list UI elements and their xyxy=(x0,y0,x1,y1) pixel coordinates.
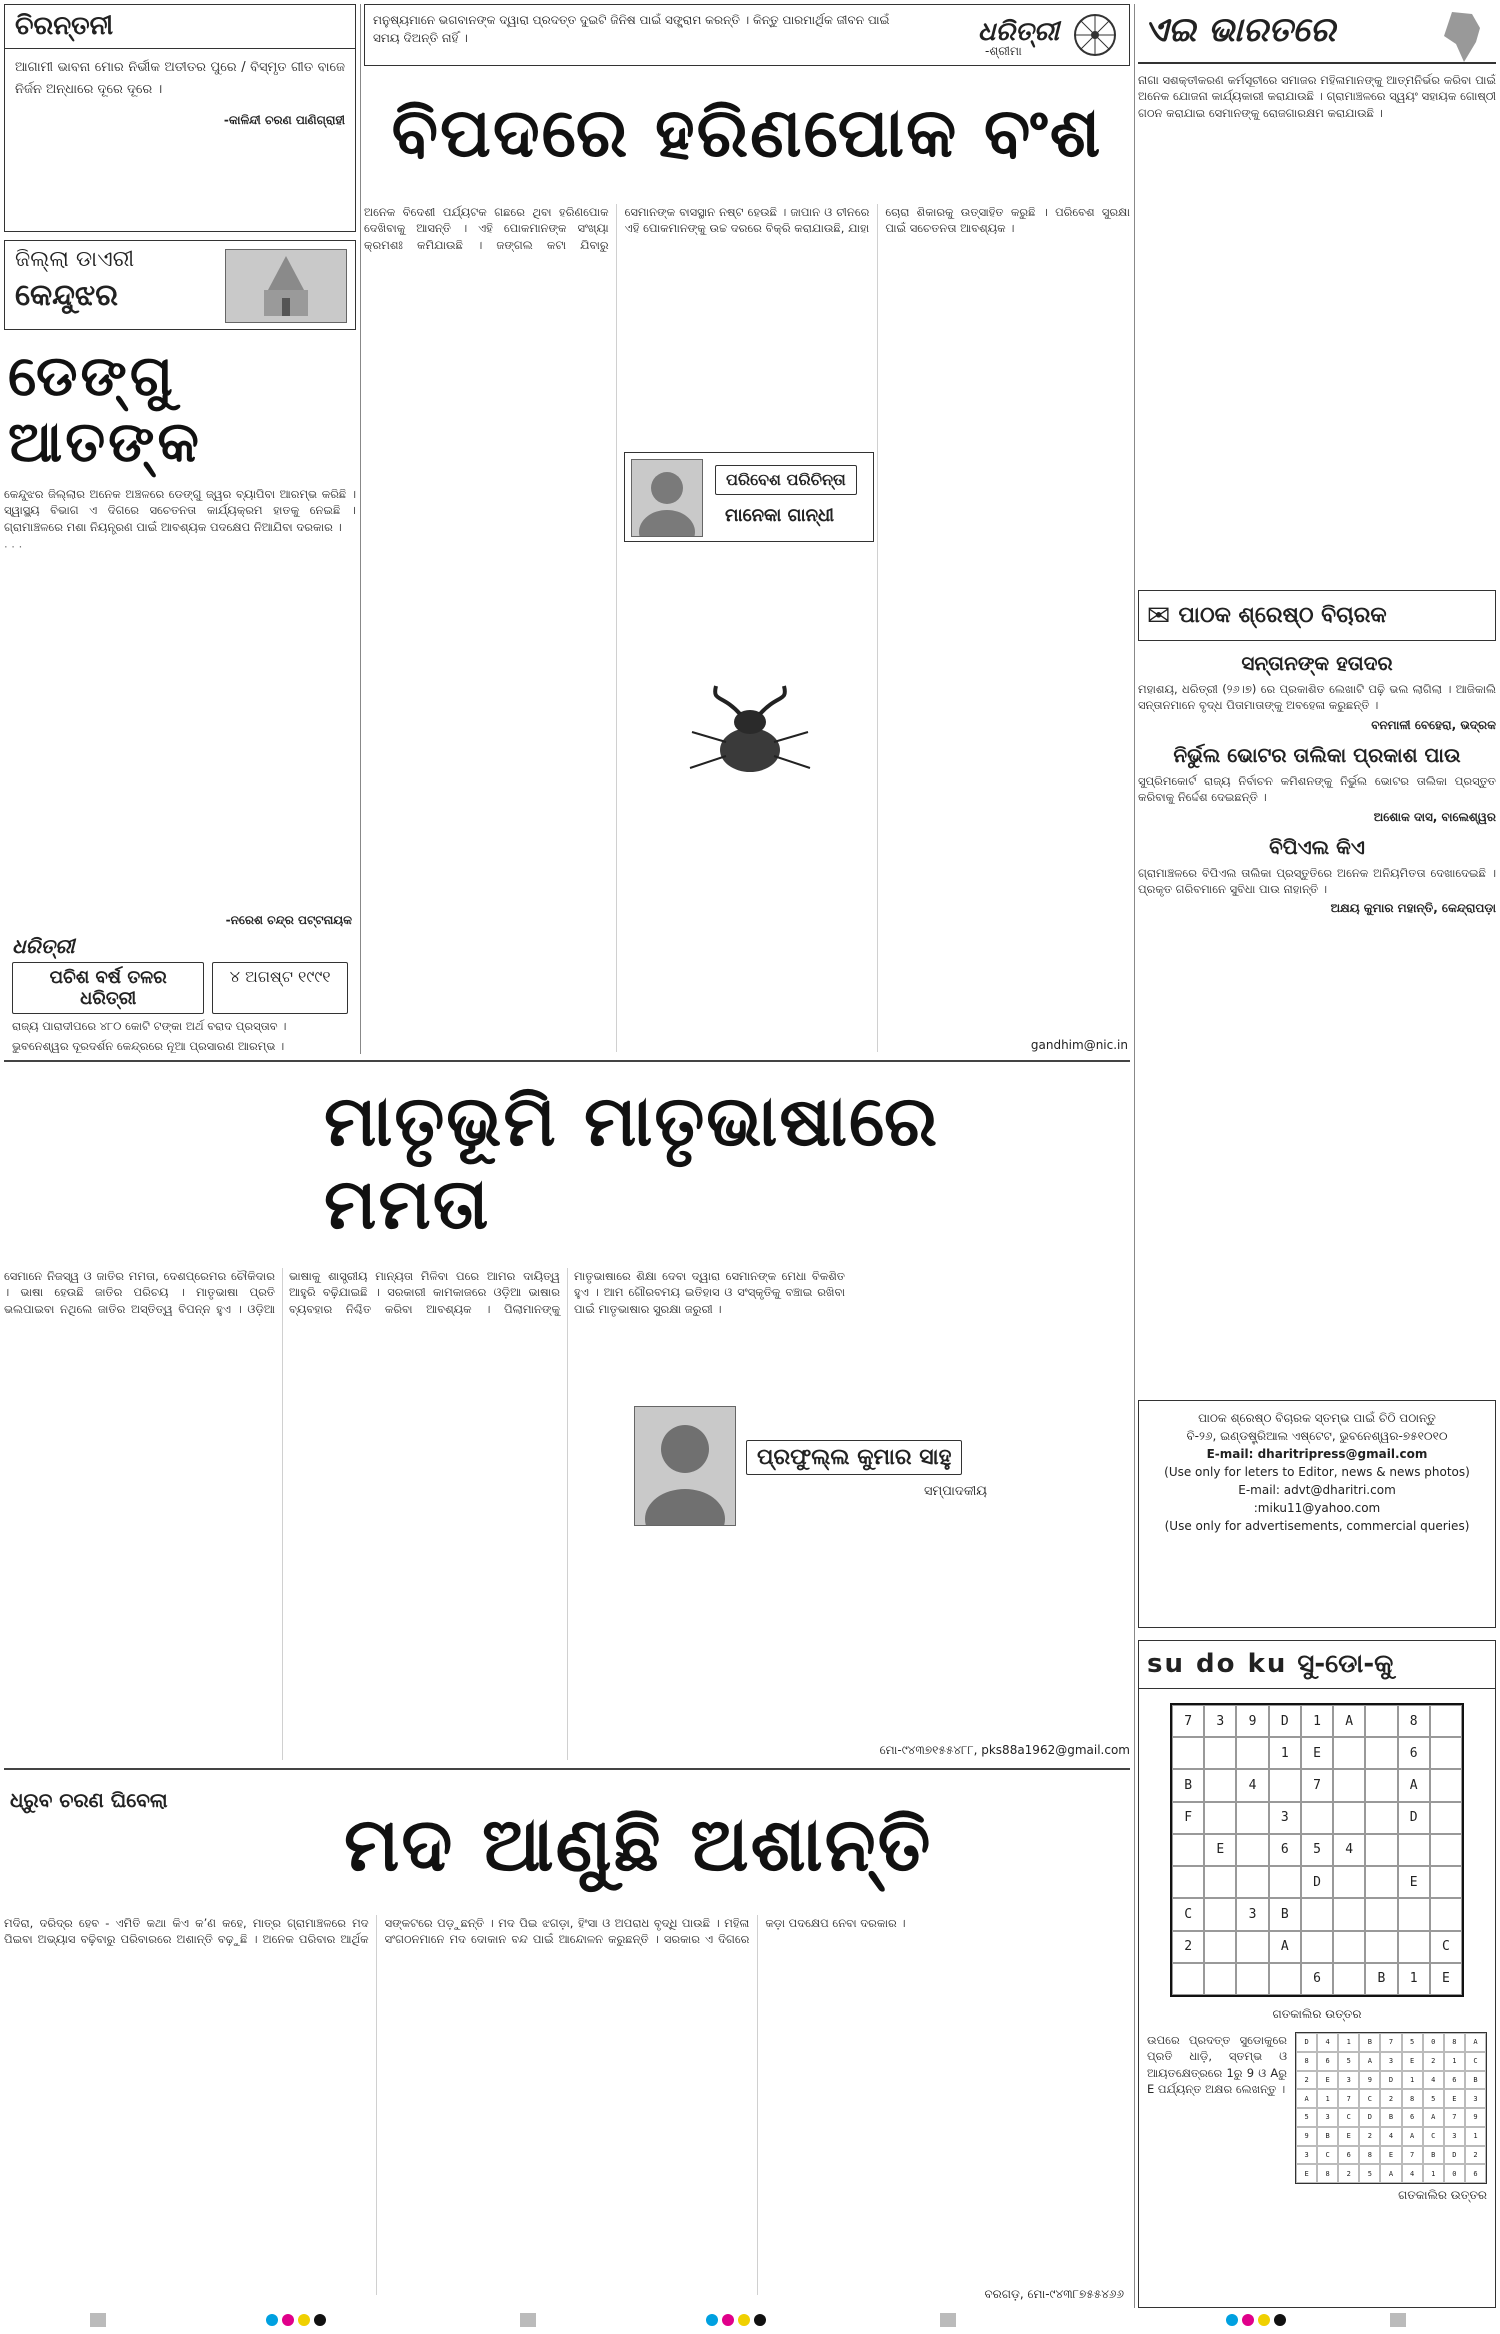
sudoku-answer-cell: B xyxy=(1465,2071,1486,2090)
sudoku-cell[interactable]: D xyxy=(1398,1802,1430,1834)
print-registration-marks xyxy=(0,2312,1500,2326)
sudoku-cell[interactable]: 7 xyxy=(1301,1769,1333,1801)
matrubhumi-author-badge xyxy=(624,1400,1044,1530)
sudoku-answer-cell: 6 xyxy=(1465,2164,1486,2183)
sudoku-answer-cell: 6 xyxy=(1444,2071,1465,2090)
chirantani-title: ଚିରନ୍ତନୀ xyxy=(5,5,355,49)
dengue-byline: -ନରେଶ ଚନ୍ଦ୍ର ପଟ୍ଟନାୟକ xyxy=(225,913,352,927)
matrubhumi-contact: ମୋ-୯୪୩୭୧୫୫୪୮୮, pks88a1962@gmail.com xyxy=(879,1743,1130,1757)
sidebar-mast: ଏଇ ଭାରତରେ xyxy=(1138,4,1496,64)
sudoku-cell[interactable]: C xyxy=(1430,1931,1462,1963)
sudoku-cell[interactable]: A xyxy=(1398,1769,1430,1801)
sudoku-answer-cell: 5 xyxy=(1423,2089,1444,2108)
sudoku-answer-cell: 8 xyxy=(1444,2033,1465,2052)
sudoku-answer-cell: 6 xyxy=(1402,2108,1423,2127)
sudoku-cell[interactable] xyxy=(1204,1931,1236,1963)
sudoku-answer-cell: 0 xyxy=(1423,2033,1444,2052)
sudoku-answer-cell: 1 xyxy=(1465,2127,1486,2146)
sudoku-answer-cell: 5 xyxy=(1296,2108,1317,2127)
sudoku-cell[interactable]: 6 xyxy=(1269,1834,1301,1866)
matrubhumi-headline: ମାତୃଭୂମି ମାତୃଭାଷାରେ ମମତା xyxy=(324,1080,940,1245)
sudoku-cell[interactable] xyxy=(1430,1737,1462,1769)
sudoku-cell[interactable] xyxy=(1333,1866,1365,1898)
sudoku-answer-cell: 2 xyxy=(1423,2052,1444,2071)
stag-beetle-image xyxy=(632,672,862,802)
sudoku-answer-cell: 7 xyxy=(1402,2146,1423,2165)
sudoku-footer: ଗତକାଲିର ଉତ୍ତର xyxy=(1272,2007,1362,2021)
sudoku-cell[interactable] xyxy=(1204,1963,1236,1995)
sudoku-cell[interactable] xyxy=(1333,1737,1365,1769)
sudoku-answer-cell: 8 xyxy=(1317,2164,1338,2183)
sudoku-answer-cell: 5 xyxy=(1359,2164,1380,2183)
sudoku-cell[interactable]: 1 xyxy=(1269,1737,1301,1769)
drunk-body: ମଦିରା, ଦରିଦ୍ର ହେବ - ଏମିତି କଥା କିଏ କ’ଣ କହେ, ମାତ୍ର ଗ୍ରାମାଞ୍ଚଳରେ ମଦ ପିଇବା ଅଭ୍ୟାସ ବଢ଼ିବାରୁ ପରିବାରରେ ଅଶାନ୍ତି ବଢ଼ୁଛି । ଅନେକ ପରିବାର ଆର୍ଥିକ ସଙ୍କଟରେ ପଡ଼ୁଛନ୍ତି । ମଦ ପିଇ ଝଗଡ଼ା, ହିଂସା ଓ ଅପରାଧ ବୃଦ୍ଧି ପାଉଛି । ମହିଳା ସଂଗଠନମାନେ ମଦ ଦୋକାନ ବନ୍ଦ ପାଇଁ ଆନ୍ଦୋଳନ କରୁଛନ୍ତି । ସରକାର ଏ ଦିଗରେ କଡ଼ା ପଦକ୍ଷେପ ନେବା ଦରକାର । xyxy=(4,1916,906,1947)
sudoku-answer-cell: D xyxy=(1359,2108,1380,2127)
sudoku-answer-cell: D xyxy=(1380,2071,1401,2090)
letter1-author: ବନମାଳୀ ବେହେରା, ଭଦ୍ରକ xyxy=(1371,717,1496,732)
sudoku-answer-cell: 9 xyxy=(1359,2071,1380,2090)
letters-section xyxy=(1138,590,1496,1390)
banner-quote-author: -ଶ୍ରୀମା xyxy=(985,44,1022,58)
contact-email-note: (Use only for leters to Editor, news & news photos) xyxy=(1164,1465,1470,1479)
sudoku-answer-cell: 2 xyxy=(1359,2127,1380,2146)
sudoku-answer-cell: C xyxy=(1317,2146,1338,2165)
matrubhumi-email[interactable]: pks88a1962@gmail.com xyxy=(981,1743,1130,1757)
sudoku-answer-cell: 6 xyxy=(1338,2146,1359,2165)
sudoku-cell[interactable] xyxy=(1172,1834,1204,1866)
sudoku-answer-cell: 1 xyxy=(1402,2071,1423,2090)
sudoku-title-en: su do ku xyxy=(1147,1649,1288,1679)
sudoku-answer-cell: 8 xyxy=(1359,2146,1380,2165)
flashback-item-2: ଭୁବନେଶ୍ୱର ଦୂରଦର୍ଶନ କେନ୍ଦ୍ରରେ ନୂଆ ପ୍ରସାରଣ ଆରମ୍ଭ । xyxy=(12,1039,285,1054)
sudoku-cell[interactable]: 1 xyxy=(1398,1963,1430,1995)
deer-email[interactable]: gandhim@nic.in xyxy=(1030,1038,1128,1052)
sudoku-answer-cell: E xyxy=(1444,2089,1465,2108)
sudoku-cell[interactable]: F xyxy=(1172,1802,1204,1834)
sudoku-cell[interactable]: 1 xyxy=(1301,1705,1333,1737)
sudoku-cell[interactable]: 4 xyxy=(1333,1834,1365,1866)
sudoku-answer-cell: 3 xyxy=(1317,2108,1338,2127)
chirantani-box xyxy=(4,4,356,232)
sudoku-cell[interactable] xyxy=(1365,1769,1397,1801)
matrubhumi-article xyxy=(4,1070,1130,1760)
drunk-body-columns xyxy=(4,1915,1130,2295)
sudoku-answer-cell: 5 xyxy=(1338,2052,1359,2071)
sudoku-answer-cell: 3 xyxy=(1296,2146,1317,2165)
sudoku-cell[interactable] xyxy=(1430,1769,1462,1801)
sudoku-answer-cell: A xyxy=(1380,2164,1401,2183)
sudoku-answer-cell: B xyxy=(1423,2146,1444,2165)
sudoku-cell[interactable] xyxy=(1333,1898,1365,1930)
sudoku-cell[interactable] xyxy=(1236,1866,1268,1898)
sudoku-answer-cell: 3 xyxy=(1444,2127,1465,2146)
dengue-headline: ଡେଙ୍ଗୁ ଆତଙ୍କ xyxy=(8,344,202,475)
sudoku-cell[interactable] xyxy=(1333,1769,1365,1801)
sudoku-title-row xyxy=(1139,1641,1495,1689)
sudoku-answer-cell: C xyxy=(1423,2127,1444,2146)
flashback-box xyxy=(4,934,356,1070)
sudoku-cell[interactable]: 4 xyxy=(1236,1769,1268,1801)
sudoku-answer-cell: 3 xyxy=(1380,2052,1401,2071)
sudoku-cell[interactable]: B xyxy=(1365,1963,1397,1995)
sudoku-answer-cell: 7 xyxy=(1444,2108,1465,2127)
sudoku-cell[interactable]: 9 xyxy=(1236,1705,1268,1737)
sudoku-answer-grid xyxy=(1295,2032,1487,2184)
sudoku-cell[interactable] xyxy=(1365,1898,1397,1930)
sudoku-answer-cell: 3 xyxy=(1465,2089,1486,2108)
flashback-date: ୪ ଅଗଷ୍ଟ ୧୯୯୧ xyxy=(212,962,348,1014)
sudoku-cell[interactable] xyxy=(1236,1963,1268,1995)
temple-photo xyxy=(225,249,347,323)
letter1-title: ସନ୍ତାନଙ୍କ ହତାଦର xyxy=(1241,651,1393,675)
sudoku-cell[interactable]: C xyxy=(1172,1898,1204,1930)
sudoku-cell[interactable] xyxy=(1430,1802,1462,1834)
sudoku-cell[interactable] xyxy=(1301,1802,1333,1834)
flashback-item-1: ରାଜ୍ୟ ପାରାଦୀପରେ ୪୮୦ କୋଟି ଟଙ୍କା ଅର୍ଥ ବରାଦ ପ୍ରସ୍ତାବ । xyxy=(12,1019,287,1033)
letter3-title: ବିପିଏଲ କିଏ xyxy=(1269,834,1365,859)
sudoku-cell[interactable]: B xyxy=(1269,1898,1301,1930)
banner-quote: ମନୁଷ୍ୟମାନେ ଭଗବାନଙ୍କ ଦ୍ୱାରା ପ୍ରଦତ୍ତ ଦୁଇଟି ଜିନିଷ ପାଇଁ ସଙ୍ଗ୍ରାମ କରନ୍ତି । କିନ୍ତୁ ପାରମାର୍ଥିକ ଜୀବନ ପାଇଁ ସମୟ ଦିଅନ୍ତି ନାହିଁ । xyxy=(373,13,890,45)
sudoku-answer-cell: 4 xyxy=(1423,2071,1444,2090)
sudoku-cell[interactable]: 6 xyxy=(1301,1963,1333,1995)
drunk-article xyxy=(4,1778,1130,2304)
sudoku-answer-cell: A xyxy=(1359,2052,1380,2071)
drunk-author: ବରଗଡ଼, ମୋ-୯୪୩୮୭୫୫୪୬୬ xyxy=(984,2287,1124,2301)
sudoku-cell[interactable] xyxy=(1430,1898,1462,1930)
sudoku-answer-cell: B xyxy=(1317,2127,1338,2146)
flashback-label: ପଚିଶ ବର୍ଷ ତଳର ଧରିତ୍ରୀ xyxy=(12,962,204,1014)
sudoku-cell[interactable] xyxy=(1365,1931,1397,1963)
contact-advt-email-2[interactable]: :miku11@yahoo.com xyxy=(1253,1501,1381,1515)
sudoku-answer-cell: B xyxy=(1359,2033,1380,2052)
rule-matrubhumi-top xyxy=(4,1060,1130,1062)
deer-headline: ବିପଦରେ ହରିଣପୋକ ବଂଶ xyxy=(391,94,1103,173)
top-banner xyxy=(364,4,1130,66)
sudoku-cell[interactable] xyxy=(1398,1931,1430,1963)
sudoku-answer-cell: 8 xyxy=(1402,2089,1423,2108)
portrait-icon xyxy=(635,1407,735,1525)
sudoku-cell[interactable] xyxy=(1365,1737,1397,1769)
sudoku-answer-cell: 4 xyxy=(1317,2033,1338,2052)
sudoku-answer-cell: 2 xyxy=(1465,2146,1486,2165)
letters-label: ପାଠକ ଶ୍ରେଷ୍ଠ ବିଚାରକ xyxy=(1178,603,1387,628)
sudoku-answer-cell: 7 xyxy=(1380,2033,1401,2052)
sudoku-answer-cell: 8 xyxy=(1296,2052,1317,2071)
sudoku-cell[interactable]: A xyxy=(1269,1931,1301,1963)
letter2-author: ଅଶୋକ ଦାସ, ବାଲେଶ୍ୱର xyxy=(1373,809,1496,824)
dengue-article xyxy=(4,338,356,928)
rule-drunk-top xyxy=(4,1768,1130,1770)
flashback-brand: ଧରିତ୍ରୀ xyxy=(12,934,75,958)
sudoku-cell[interactable]: 8 xyxy=(1398,1705,1430,1737)
contact-address: ବି-୨୬, ଇଣ୍ଡଷ୍ଟ୍ରିଆଲ ଏଷ୍ଟେଟ, ଭୁବନେଶ୍ୱର-୭୫୧୦୧୦ xyxy=(1186,1429,1448,1443)
sudoku-cell[interactable] xyxy=(1236,1737,1268,1769)
sudoku-cell[interactable] xyxy=(1301,1898,1333,1930)
sudoku-answer-cell: 1 xyxy=(1444,2052,1465,2071)
deer-article xyxy=(364,72,1130,1052)
matrubhumi-phone: ମୋ-୯୪୩୭୧୫୫୪୮୮ xyxy=(879,1743,974,1757)
district-name: କେନ୍ଦୁଝର xyxy=(15,278,118,313)
sudoku-cell[interactable]: 3 xyxy=(1269,1802,1301,1834)
district-label: ଜିଲ୍ଲା ଡାଏରୀ xyxy=(15,247,135,272)
sudoku-cell[interactable] xyxy=(1269,1866,1301,1898)
rule-vertical-right xyxy=(1134,4,1135,2308)
contact-email[interactable]: E-mail: dharitripress@gmail.com xyxy=(1206,1447,1428,1461)
sudoku-title-or: ସୁ-ଡୋ-କୁ xyxy=(1297,1649,1394,1679)
sudoku-answer-cell: 6 xyxy=(1317,2052,1338,2071)
sudoku-cell[interactable]: 2 xyxy=(1172,1931,1204,1963)
dengue-filler: · · · xyxy=(4,540,23,555)
sudoku-cell[interactable] xyxy=(1236,1931,1268,1963)
dengue-body: କେନ୍ଦୁଝର ଜିଲ୍ଲାର ଅନେକ ଅଞ୍ଚଳରେ ଡେଙ୍ଗୁ ଜ୍ୱର ବ୍ୟାପିବା ଆରମ୍ଭ କରିଛି । ସ୍ୱାସ୍ଥ୍ୟ ବିଭାଗ ଏ ଦିଗରେ ସଚେତନତା କାର୍ଯ୍ୟକ୍ରମ ହାତକୁ ନେଇଛି । ଗ୍ରାମାଞ୍ଚଳରେ ମଶା ନିୟନ୍ତ୍ରଣ ପାଇଁ ଆବଶ୍ୟକ ପଦକ୍ଷେପ ନିଆଯିବା ଦରକାର । xyxy=(4,487,356,534)
contact-box xyxy=(1138,1400,1496,1628)
maneka-photo xyxy=(631,459,703,537)
sudoku-cell[interactable] xyxy=(1269,1769,1301,1801)
sudoku-answer-label: ଗତକାଲିର ଉତ୍ତର xyxy=(1398,2188,1487,2202)
sudoku-answer-cell: 2 xyxy=(1380,2089,1401,2108)
sudoku-answer-cell: D xyxy=(1296,2033,1317,2052)
sudoku-cell[interactable] xyxy=(1204,1866,1236,1898)
sudoku-cell[interactable] xyxy=(1333,1802,1365,1834)
sudoku-cell[interactable] xyxy=(1398,1898,1430,1930)
sudoku-cell[interactable] xyxy=(1333,1931,1365,1963)
sudoku-cell[interactable] xyxy=(1365,1705,1397,1737)
sudoku-answer-cell: 3 xyxy=(1338,2071,1359,2090)
sudoku-answer-cell: C xyxy=(1338,2108,1359,2127)
sudoku-answer-cell: 0 xyxy=(1444,2164,1465,2183)
deer-column-title: ପରିବେଶ ପରିଚିନ୍ତା xyxy=(715,465,857,495)
rule-vertical-left xyxy=(360,4,361,1054)
chirantani-poem: ଆଗାମୀ ଭାବନା ମୋର ନିର୍ଭୀକ ଅତୀତର ପୁରେ / ବିସ୍ମୃତ ଗୀତ ବାଜେ ନିର୍ଜନ ଅନ୍ଧାରେ ଦୂରେ ଦୂରେ । xyxy=(15,60,345,97)
sudoku-cell[interactable]: 7 xyxy=(1172,1705,1204,1737)
sudoku-answer-cell: 9 xyxy=(1465,2108,1486,2127)
sudoku-answer-cell: E xyxy=(1317,2071,1338,2090)
matrubhumi-body: ସେମାନେ ନିଜସ୍ୱ ଓ ଜାତିର ମମତା, ଦେଶପ୍ରେମର ଚୌକିଦାର । ଭାଷା ହେଉଛି ଜାତିର ପରିଚୟ । ମାତୃଭାଷା ପ୍ରତି ଭଲପାଇବା ନଥିଲେ ଜାତିର ଅସ୍ତିତ୍ୱ ବିପନ୍ନ ହୁଏ । ଓଡ଼ିଆ ଭାଷାକୁ ଶାସ୍ତ୍ରୀୟ ମାନ୍ୟତା ମିଳିବା ପରେ ଆମର ଦାୟିତ୍ୱ ଆହୁରି ବଢ଼ିଯାଇଛି । ସରକାରୀ କାମକାଜରେ ଓଡ଼ିଆ ଭାଷାର ବ୍ୟବହାର ନିଶ୍ଚିତ କରିବା ଆବଶ୍ୟକ । ପିଲାମାନଙ୍କୁ ମାତୃଭାଷାରେ ଶିକ୍ଷା ଦେବା ଦ୍ୱାରା ସେମାନଙ୍କ ମେଧା ବିକଶିତ ହୁଏ । ଆମ ଗୌରବମୟ ଇତିହାସ ଓ ସଂସ୍କୃତିକୁ ବଞ୍ଚାଇ ରଖିବା ପାଇଁ ମାତୃଭାଷାର ସୁରକ୍ଷା ଜରୁରୀ । xyxy=(4,1269,845,1316)
sudoku-cell[interactable] xyxy=(1269,1963,1301,1995)
sudoku-cell[interactable] xyxy=(1430,1834,1462,1866)
letter2-body: ସୁପ୍ରିମକୋର୍ଟ ରାଜ୍ୟ ନିର୍ବାଚନ କମିଶନଙ୍କୁ ନିର୍ଭୁଲ ଭୋଟର ତାଲିକା ପ୍ରସ୍ତୁତ କରିବାକୁ ନିର୍ଦ୍ଦେଶ ଦେଇଛନ୍ତି । xyxy=(1138,773,1496,805)
sudoku-cell[interactable] xyxy=(1430,1866,1462,1898)
sudoku-cell[interactable]: D xyxy=(1269,1705,1301,1737)
sudoku-answer-cell: A xyxy=(1465,2033,1486,2052)
sudoku-cell[interactable]: 3 xyxy=(1236,1898,1268,1930)
sudoku-cell[interactable]: B xyxy=(1172,1769,1204,1801)
sudoku-cell[interactable] xyxy=(1204,1769,1236,1801)
drunk-column-label: ଧ୍ରୁବ ଚରଣ ଘିବେଲା xyxy=(10,1788,168,1812)
author-photo xyxy=(634,1406,736,1526)
sudoku-answer-cell: E xyxy=(1296,2164,1317,2183)
sudoku-answer-cell: C xyxy=(1465,2052,1486,2071)
sudoku-answer-cell: E xyxy=(1380,2146,1401,2165)
sudoku-box xyxy=(1138,1640,1496,2308)
sudoku-cell[interactable]: A xyxy=(1333,1705,1365,1737)
sudoku-cell[interactable] xyxy=(1172,1866,1204,1898)
sudoku-answer-cell: 1 xyxy=(1317,2089,1338,2108)
wheel-icon xyxy=(1071,11,1119,59)
matrubhumi-author: ପ୍ରଫୁଲ୍ଲ କୁମାର ସାହୁ xyxy=(746,1440,962,1475)
deer-body-columns xyxy=(364,204,1130,1052)
sudoku-answer-cell: 2 xyxy=(1296,2071,1317,2090)
banner-logo: ଧରିତ୍ରୀ xyxy=(977,17,1059,47)
sudoku-cell[interactable] xyxy=(1430,1705,1462,1737)
sudoku-answer-cell: 9 xyxy=(1296,2127,1317,2146)
sudoku-answer-cell: 4 xyxy=(1380,2127,1401,2146)
sudoku-answer-cell: A xyxy=(1296,2089,1317,2108)
sidebar-top xyxy=(1138,4,1496,584)
sudoku-cell[interactable] xyxy=(1204,1737,1236,1769)
sudoku-howto: ଉପରେ ପ୍ରଦତ୍ତ ସୁଡୋକୁରେ ପ୍ରତି ଧାଡ଼ି, ସ୍ତମ୍ଭ ଓ ଆୟତକ୍ଷେତ୍ରରେ 1ରୁ 9 ଓ Aରୁ E ପର୍ଯ୍ୟନ୍ତ ଅକ୍ଷର ଲେଖନ୍ତୁ । xyxy=(1147,2033,1287,2097)
sudoku-cell[interactable] xyxy=(1398,1834,1430,1866)
sudoku-cell[interactable] xyxy=(1236,1802,1268,1834)
chirantani-author: -କାଳିନ୍ଦୀ ଚରଣ ପାଣିଗ୍ରାହୀ xyxy=(223,113,345,127)
sudoku-grid[interactable] xyxy=(1170,1703,1464,1997)
sudoku-cell[interactable]: 6 xyxy=(1398,1737,1430,1769)
sidebar-body: ନାଗା ସଶକ୍ତୀକରଣ କର୍ମସୂଚୀରେ ସମାଜର ମହିଳାମାନଙ୍କୁ ଆତ୍ମନିର୍ଭର କରିବା ପାଇଁ ଅନେକ ଯୋଜନା କାର୍ଯ୍ୟକାରୀ କରାଯାଉଛି । ଗ୍ରାମାଞ୍ଚଳରେ ସ୍ୱୟଂ ସହାୟକ ଗୋଷ୍ଠୀ ଗଠନ କରାଯାଇ ସେମାନଙ୍କୁ ରୋଜଗାରକ୍ଷମ କରାଯାଉଛି । xyxy=(1138,73,1496,120)
sudoku-answer-cell: A xyxy=(1402,2127,1423,2146)
sudoku-answer-cell: 1 xyxy=(1338,2033,1359,2052)
sudoku-cell[interactable]: E xyxy=(1430,1963,1462,1995)
letter3-author: ଅକ୍ଷୟ କୁମାର ମହାନ୍ତି, କେନ୍ଦ୍ରାପଡ଼ା xyxy=(1330,901,1496,916)
matrubhumi-author-label: ସମ୍ପାଦକୀୟ xyxy=(924,1484,987,1499)
sudoku-cell[interactable] xyxy=(1365,1802,1397,1834)
deer-column-author: ମାନେକା ଗାନ୍ଧୀ xyxy=(725,505,835,526)
sudoku-answer-cell: E xyxy=(1338,2127,1359,2146)
sudoku-cell[interactable] xyxy=(1204,1802,1236,1834)
district-box xyxy=(4,240,356,330)
sudoku-cell[interactable] xyxy=(1172,1737,1204,1769)
letter2-title: ନିର୍ଭୁଲ ଭୋଟର ତାଲିକା ପ୍ରକାଶ ପାଉ xyxy=(1173,742,1461,767)
envelope-icon: ✉ xyxy=(1147,599,1171,632)
portrait-icon xyxy=(632,460,702,536)
sudoku-cell[interactable] xyxy=(1172,1963,1204,1995)
india-map-icon xyxy=(1432,6,1492,66)
letter1-body: ମହାଶୟ, ଧରିତ୍ରୀ (୨୬।୭) ରେ ପ୍ରକାଶିତ ଲେଖାଟି ପଢ଼ି ଭଲ ଲାଗିଲା । ଆଜିକାଲି ସନ୍ତାନମାନେ ବୃଦ୍ଧ ପିତାମାତାଙ୍କୁ ଅବହେଳା କରୁଛନ୍ତି । xyxy=(1138,682,1496,713)
sudoku-answer-cell: 7 xyxy=(1338,2089,1359,2108)
sudoku-answer-cell: B xyxy=(1380,2108,1401,2127)
sudoku-cell[interactable] xyxy=(1204,1898,1236,1930)
contact-intro: ପାଠକ ଶ୍ରେଷ୍ଠ ବିଚାରକ ସ୍ତମ୍ଭ ପାଇଁ ଚିଠି ପଠାନ୍ତୁ xyxy=(1198,1411,1436,1425)
sudoku-answer-cell: 2 xyxy=(1338,2164,1359,2183)
deer-body: ଅନେକ ବିଦେଶୀ ପର୍ଯ୍ୟଟକ ଗଛରେ ଥିବା ହରିଣପୋକ ଦେଖିବାକୁ ଆସନ୍ତି । ଏହି ପୋକମାନଙ୍କ ସଂଖ୍ୟା କ୍ରମଶଃ କମିଯାଉଛି । ଜଙ୍ଗଲ କଟା ଯିବାରୁ ସେମାନଙ୍କ ବାସସ୍ଥାନ ନଷ୍ଟ ହେଉଛି । ଜାପାନ ଓ ଚୀନରେ ଏହି ପୋକମାନଙ୍କୁ ଉଚ୍ଚ ଦରରେ ବିକ୍ରି କରାଯାଉଛି, ଯାହା ଚୋରା ଶିକାରକୁ ଉତ୍ସାହିତ କରୁଛି । ପରିବେଶ ସୁରକ୍ଷା ପାଇଁ ସଚେତନତା ଆବଶ୍ୟକ । xyxy=(364,205,1130,252)
sudoku-answer-cell: E xyxy=(1402,2052,1423,2071)
sudoku-cell[interactable]: E xyxy=(1301,1737,1333,1769)
sudoku-cell[interactable]: E xyxy=(1204,1834,1236,1866)
sudoku-answer-cell: 1 xyxy=(1423,2164,1444,2183)
contact-advt-email[interactable]: E-mail: advt@dharitri.com xyxy=(1238,1483,1396,1497)
deer-column-badge xyxy=(624,452,874,542)
letter3-body: ଗ୍ରାମାଞ୍ଚଳରେ ବିପିଏଲ ତାଲିକା ପ୍ରସ୍ତୁତିରେ ଅନେକ ଅନିୟମିତତା ଦେଖାଦେଇଛି । ପ୍ରକୃତ ଗରିବମାନେ ସୁବିଧା ପାଉ ନାହାନ୍ତି । xyxy=(1138,865,1496,897)
sudoku-answer-cell: 5 xyxy=(1402,2033,1423,2052)
sudoku-answer-cell: C xyxy=(1359,2089,1380,2108)
sudoku-cell[interactable] xyxy=(1333,1963,1365,1995)
sudoku-answer-cell: A xyxy=(1423,2108,1444,2127)
temple-icon xyxy=(226,250,346,322)
sudoku-answer-cell: 4 xyxy=(1402,2164,1423,2183)
sudoku-cell[interactable]: 5 xyxy=(1301,1834,1333,1866)
sudoku-cell[interactable] xyxy=(1365,1866,1397,1898)
sudoku-cell[interactable] xyxy=(1365,1834,1397,1866)
drunk-headline: ମଦ ଆଣୁଛି ଅଶାନ୍ତି xyxy=(344,1802,933,1888)
sudoku-cell[interactable]: E xyxy=(1398,1866,1430,1898)
letters-header xyxy=(1138,590,1496,641)
sudoku-answer-cell: D xyxy=(1444,2146,1465,2165)
sudoku-cell[interactable] xyxy=(1301,1931,1333,1963)
contact-advt-note: (Use only for advertisements, commercial queries) xyxy=(1164,1519,1470,1533)
sudoku-cell[interactable]: 3 xyxy=(1204,1705,1236,1737)
sudoku-cell[interactable] xyxy=(1236,1834,1268,1866)
sudoku-cell[interactable]: D xyxy=(1301,1866,1333,1898)
